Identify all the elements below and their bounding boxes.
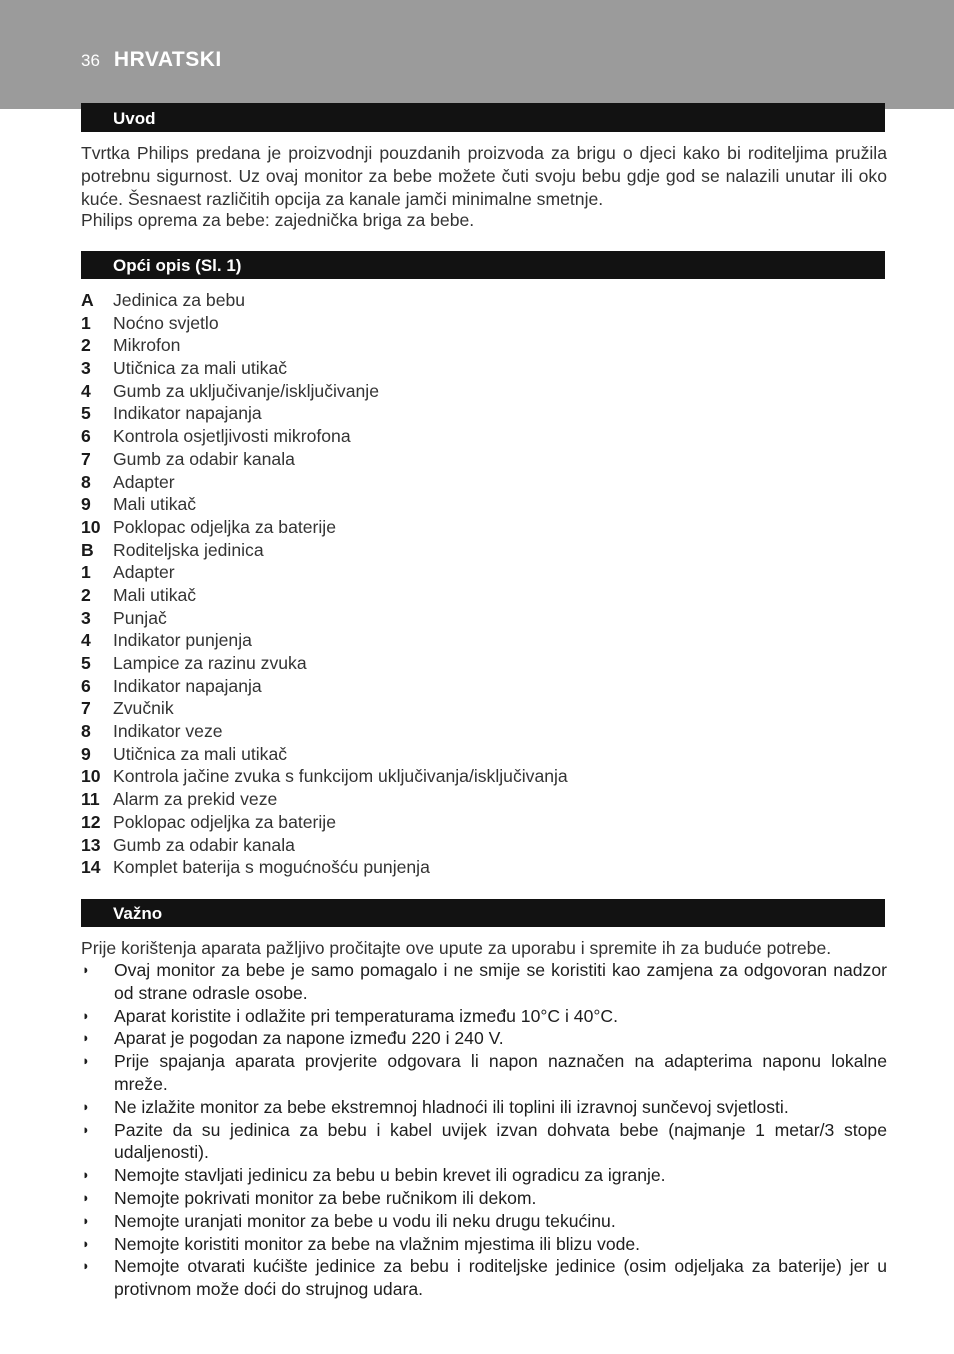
part-label: Indikator punjenja xyxy=(113,630,252,651)
list-item xyxy=(81,471,887,494)
part-key: 7 xyxy=(81,448,91,469)
list-item xyxy=(81,959,887,1005)
part-key: 2 xyxy=(81,335,91,356)
list-item xyxy=(81,1164,887,1187)
part-key: 12 xyxy=(81,811,101,832)
bullet-icon: ◗ xyxy=(82,1007,90,1023)
list-item xyxy=(81,402,887,425)
list-item xyxy=(81,1005,887,1028)
part-label: Poklopac odjeljka za baterije xyxy=(113,811,336,832)
list-item xyxy=(81,1096,887,1119)
part-key: 6 xyxy=(81,426,91,447)
warning-text: Nemojte uranjati monitor za bebe u vodu ili neku drugu tekućinu. xyxy=(114,1210,616,1231)
list-item xyxy=(81,834,887,857)
warning-text: Nemojte koristiti monitor za bebe na vlažnim mjestima ili blizu vode. xyxy=(114,1233,641,1254)
part-label: Gumb za odabir kanala xyxy=(113,448,295,469)
part-key: 5 xyxy=(81,653,91,673)
warning-text: Nemojte stavljati jedinicu za bebu u bebin krevet ili ogradicu za igranje. xyxy=(114,1165,666,1186)
section-heading-vazno: Važno xyxy=(81,899,885,927)
part-label: Indikator veze xyxy=(113,721,223,742)
part-label: Utičnica za mali utikač xyxy=(113,743,288,764)
part-label: Roditeljska jedinica xyxy=(113,539,264,560)
list-item xyxy=(81,1233,887,1256)
part-label: Gumb za odabir kanala xyxy=(113,834,295,855)
intro-paragraph: Tvrtka Philips predana je proizvodnji pouzdanih proizvoda za brigu o djeci kako bi roditeljima pružila potrebnu sigurnost. Uz ovaj monitor za bebe možete čuti svoju bebu gdje god se nalazili unutar ili oko kuće. Šesnaest različitih opcija za kanale jamči minimalne smetnje. xyxy=(81,143,887,209)
part-key: 2 xyxy=(81,584,91,605)
part-label: Indikator napajanja xyxy=(113,403,262,424)
part-label: Kontrola osjetljivosti mikrofona xyxy=(113,426,351,447)
part-key: 8 xyxy=(81,471,91,492)
list-item xyxy=(81,607,887,630)
important-intro: Prije korištenja aparata pažljivo pročitajte ove upute za uporabu i spremite ih za buduće potrebe. xyxy=(81,938,832,958)
section-heading-opis: Opći opis (Sl. 1) xyxy=(81,251,885,279)
part-label: Indikator napajanja xyxy=(113,675,262,696)
list-item xyxy=(81,720,887,743)
list-item xyxy=(81,539,887,562)
page-language: HRVATSKI xyxy=(113,48,222,71)
bullet-icon: ◗ xyxy=(82,1098,90,1114)
part-key: 9 xyxy=(81,743,91,764)
part-label: Alarm za prekid veze xyxy=(113,789,278,810)
warning-text: Nemojte otvarati kućište jedinice za bebu i roditeljske jedinice (osim odjeljaka za baterije) jer u protivnom može doći do strujnog udara. xyxy=(114,1256,887,1300)
part-key: 4 xyxy=(81,630,91,651)
list-item xyxy=(81,334,887,357)
bullet-icon: ◗ xyxy=(82,1121,90,1137)
warning-text: Pazite da su jedinica za bebu i kabel uvijek izvan dohvata bebe (najmanje 1 metar/3 stope udaljenosti). xyxy=(114,1119,887,1163)
warning-text: Ne izlažite monitor za bebe ekstremnoj hladnoći ili toplini ili izravnoj sunčevoj svjetlosti. xyxy=(114,1096,789,1117)
part-label: Gumb za uključivanje/isključivanje xyxy=(113,380,379,401)
part-label: Jedinica za bebu xyxy=(113,290,246,310)
part-key: 1 xyxy=(81,562,91,583)
list-item xyxy=(81,697,887,720)
list-item xyxy=(81,652,887,675)
list-item xyxy=(81,765,887,788)
list-item xyxy=(81,1050,887,1096)
warning-text: Prije spajanja aparata provjerite odgovara li napon naznačen na adapterima naponu lokalne mreže. xyxy=(114,1051,887,1094)
list-item xyxy=(81,448,887,471)
part-key: B xyxy=(81,539,94,560)
list-item xyxy=(81,493,887,516)
part-key: 9 xyxy=(81,494,91,515)
bullet-icon: ◗ xyxy=(82,1053,90,1069)
part-key: 10 xyxy=(81,766,101,787)
list-item xyxy=(81,425,887,448)
list-item xyxy=(81,675,887,698)
list-item xyxy=(81,1210,887,1233)
list-item xyxy=(81,312,887,335)
part-key: 10 xyxy=(81,516,101,537)
part-key: 3 xyxy=(81,358,91,379)
part-label: Mali utikač xyxy=(113,494,197,515)
list-item xyxy=(81,629,887,652)
part-key: 13 xyxy=(81,834,101,855)
list-item xyxy=(81,1187,887,1210)
list-item xyxy=(81,561,887,584)
part-label: Poklopac odjeljka za baterije xyxy=(113,516,336,537)
bullet-icon: ◗ xyxy=(82,1258,90,1274)
bullet-icon: ◗ xyxy=(82,1189,90,1205)
list-item xyxy=(81,584,887,607)
part-label: Kontrola jačine zvuka s funkcijom uključivanja/isključivanja xyxy=(113,766,568,787)
list-item xyxy=(81,856,887,879)
part-key: 11 xyxy=(81,789,100,810)
part-key: 14 xyxy=(81,857,101,878)
part-label: Mikrofon xyxy=(113,335,181,356)
bullet-icon: ◗ xyxy=(82,1030,90,1046)
part-label: Utičnica za mali utikač xyxy=(113,358,288,379)
warning-text: Nemojte pokrivati monitor za bebe ručnikom ili dekom. xyxy=(114,1187,537,1208)
list-item xyxy=(81,811,887,834)
warning-text: Aparat je pogodan za napone između 220 i 240 V. xyxy=(114,1028,504,1049)
list-item xyxy=(81,743,887,766)
list-item xyxy=(81,289,887,312)
parts-list xyxy=(81,289,887,879)
section-heading-uvod: Uvod xyxy=(81,103,885,132)
warning-text: Aparat koristite i odlažite pri temperaturama između 10°C i 40°C. xyxy=(114,1005,618,1026)
bullet-icon: ◗ xyxy=(82,1167,90,1183)
part-label: Lampice za razinu zvuka xyxy=(113,653,307,673)
warnings-list xyxy=(81,959,887,1301)
list-item xyxy=(81,788,887,811)
part-label: Komplet baterija s mogućnošću punjenja xyxy=(113,857,430,878)
part-key: 6 xyxy=(81,675,91,696)
list-item xyxy=(81,516,887,539)
part-key: 3 xyxy=(81,607,91,628)
part-label: Mali utikač xyxy=(113,584,197,605)
part-label: Noćno svjetlo xyxy=(113,312,219,333)
warning-text: Ovaj monitor za bebe je samo pomagalo i ne smije se koristiti kao zamjena za odgovoran nadzor od strane odrasle osobe. xyxy=(114,960,887,1003)
part-label: Adapter xyxy=(113,562,175,583)
list-item xyxy=(81,357,887,380)
page-header xyxy=(81,48,222,72)
list-item xyxy=(81,1119,887,1165)
part-label: Zvučnik xyxy=(113,698,174,719)
part-key: 8 xyxy=(81,721,91,742)
list-item xyxy=(81,380,887,403)
bullet-icon: ◗ xyxy=(82,962,90,977)
tagline-paragraph: Philips oprema za bebe: zajednička briga za bebe. xyxy=(81,210,475,230)
part-key: 7 xyxy=(81,698,91,719)
list-item xyxy=(81,1255,887,1301)
part-label: Punjač xyxy=(113,607,167,628)
bullet-icon: ◗ xyxy=(82,1235,90,1251)
part-key: A xyxy=(81,290,94,310)
part-key: 1 xyxy=(81,312,91,333)
part-label: Adapter xyxy=(113,471,175,492)
page-number: 36 xyxy=(81,51,100,70)
list-item xyxy=(81,1027,887,1050)
part-key: 5 xyxy=(81,403,91,424)
bullet-icon: ◗ xyxy=(82,1212,90,1228)
part-key: 4 xyxy=(81,380,91,401)
